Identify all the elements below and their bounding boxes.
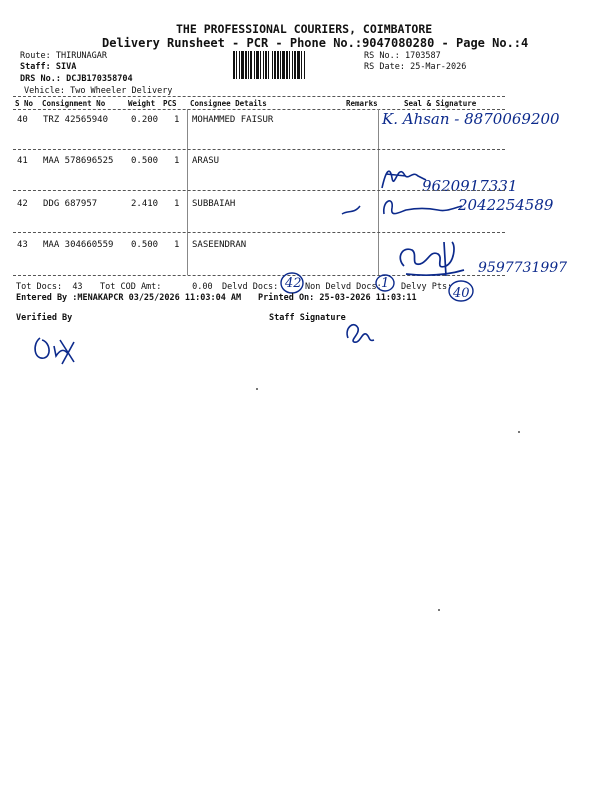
staff-signature-label: Staff Signature: [269, 313, 346, 323]
vehicle-value: Two Wheeler Delivery: [70, 86, 173, 96]
tot-cod-label: Tot COD Amt:: [100, 282, 162, 292]
barcode-bar: [305, 51, 306, 79]
row-consignment: DDG 687957: [43, 199, 98, 209]
row-pcs: 1: [174, 156, 180, 166]
company-title: THE PROFESSIONAL COURIERS, COIMBATORE: [176, 22, 433, 36]
drs-value: DCJB170358704: [66, 74, 133, 84]
col-pcs: PCS: [163, 99, 177, 108]
row-weight: 0.500: [131, 156, 159, 166]
rs-no-label: RS No.:: [364, 51, 400, 61]
route-label: Route:: [20, 51, 51, 61]
entered-by: Entered By :MENAKAPCR 03/25/2026 11:03:04 AM: [16, 293, 242, 303]
col-weight: Weight: [128, 99, 156, 108]
staff-signature-mark: [340, 312, 380, 346]
row-consignment: MAA 578696525: [43, 156, 114, 166]
delvd-docs-label: Delvd Docs:: [222, 282, 279, 292]
rs-no-line: [364, 51, 441, 61]
row-divider: [13, 232, 505, 233]
row-handwritten-note: 2042254589: [458, 196, 554, 214]
row-handwritten-note: 9620917331: [422, 177, 518, 195]
row-pcs: 1: [174, 199, 180, 209]
row-consignee: ARASU: [192, 156, 220, 166]
tot-docs-value: 43: [72, 282, 83, 292]
row-handwritten-note: 9597731997: [478, 260, 568, 276]
vehicle-label: Vehicle:: [24, 86, 65, 96]
route-value: THIRUNAGAR: [55, 51, 108, 61]
signature-row-41: [376, 160, 446, 196]
rs-no-value: 1703587: [404, 51, 441, 61]
tot-docs: [16, 282, 83, 292]
printed-on: Printed On: 25-03-2026 11:03:11: [258, 293, 417, 303]
signature-row-43: [394, 236, 474, 282]
row-weight: 0.500: [131, 240, 159, 250]
rs-date-value: 25-Mar-2026: [410, 62, 467, 72]
vehicle-line: [24, 86, 172, 96]
rs-date-label: RS Date:: [364, 62, 405, 72]
verified-by-label: Verified By: [16, 313, 73, 323]
row-consignee: MOHAMMED FAISUR: [192, 115, 274, 125]
row-sno: 43: [17, 240, 28, 250]
drs-label: DRS No.:: [20, 74, 61, 84]
non-delvd-docs-value: 1: [381, 276, 390, 291]
speck: [256, 388, 258, 390]
row-consignee: SASEENDRAN: [192, 240, 247, 250]
non-delvd-circle: [373, 272, 397, 294]
row-consignee: SUBBAIAH: [192, 199, 236, 209]
rs-date-line: [364, 62, 466, 72]
route-line: [20, 51, 107, 61]
row-consignment: TRZ 42565940: [43, 115, 109, 125]
row-divider: [13, 149, 505, 150]
row-consignment: MAA 304660559: [43, 240, 114, 250]
drs-line: [20, 74, 133, 84]
speck: [518, 431, 520, 433]
header-top-rule: [13, 96, 505, 97]
separator-consignee: [187, 109, 188, 275]
non-delvd-docs-label: Non Delvd Docs:: [305, 282, 382, 292]
signature-row-42: [376, 192, 466, 226]
speck: [438, 609, 440, 611]
drs-barcode: [233, 51, 359, 79]
row-sno: 40: [17, 115, 28, 125]
runsheet-subtitle: Delivery Runsheet - PCR - Phone No.:9047080280 - Page No.:4: [102, 36, 529, 50]
verified-by-signature: [30, 328, 90, 368]
delvd-docs-value: 42: [285, 276, 302, 291]
row-sno: 41: [17, 156, 28, 166]
delvy-pts-circle: [446, 278, 476, 304]
tot-docs-label: Tot Docs:: [16, 282, 63, 292]
row-weight: 0.200: [131, 115, 159, 125]
remark-tick-mark: [340, 202, 364, 218]
delvy-pts-label: Delvy Pts:: [401, 282, 453, 292]
col-consignment: Consignment No: [42, 99, 106, 108]
row-sno: 42: [17, 199, 28, 209]
row-pcs: 1: [174, 115, 180, 125]
col-sno: S No: [15, 99, 34, 108]
staff-line: [20, 62, 76, 72]
col-remarks: Remarks: [346, 99, 378, 108]
staff-label: Staff:: [20, 62, 51, 72]
tot-cod-value: 0.00: [192, 282, 213, 292]
delvy-pts-value: 40: [453, 286, 470, 301]
tot-cod: [100, 282, 213, 292]
row-handwritten-note: K. Ahsan - 8870069200: [382, 110, 560, 128]
col-seal-signature: Seal & Signature: [404, 99, 477, 108]
row-pcs: 1: [174, 240, 180, 250]
row-weight: 2.410: [131, 199, 159, 209]
col-consignee: Consignee Details: [190, 99, 267, 108]
staff-value: SIVA: [55, 62, 77, 72]
